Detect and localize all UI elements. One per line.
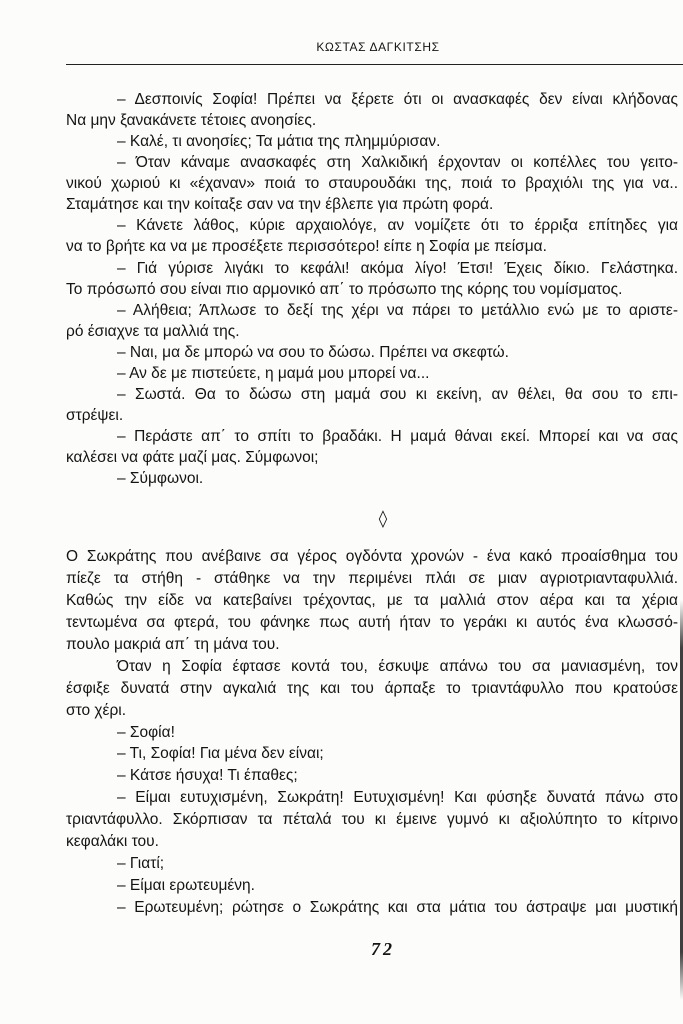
text-line: Ο Σωκράτης που ανέβαινε σα γέρος ογδόντα χρονών - ένα κακό προαίσθημα του — [66, 548, 678, 565]
text-line: – Σύμφωνοι. — [117, 470, 204, 488]
text-line: – Είμαι ερωτευμένη. — [117, 877, 255, 895]
text-line: τεντωμένα σα φτερά, του φάνηκε πως αυτή ήταν το γεράκι κι αυτός ένα κλωσσό- — [66, 613, 678, 631]
text-line: Να μην ξανακάνετε τέτοιες ανοησίες. — [66, 112, 317, 130]
text-line: Σταμάτησε και την κοίταξε σαν να την έβλεπε για πρώτη φορά. — [66, 196, 494, 214]
text-line: – Όταν κάναμε ανασκαφές στη Χαλκιδική έρχονταν οι κοπέλλες του γειτο- — [117, 154, 678, 172]
text-line: νικού χωριού κι «έχαναν» ποιά το σταυρουδάκι της, ποιά το βραχιόλι της για να.. — [66, 175, 678, 193]
dialogue-paragraph — [66, 215, 678, 257]
text-line: – Σοφία! — [117, 723, 175, 741]
text-line: – Περάστε απ΄ το σπίτι το βραδάκι. Η μαμά θάναι εκεί. Μπορεί και να σας — [117, 428, 678, 445]
text-line: – Αν δε με πιστεύετε, η μαμά μου μπορεί να... — [117, 364, 430, 382]
text-line: Καθώς την είδε να κατεβαίνει τρέχοντας, με τα μαλλιά στον αέρα και τα χέρια — [66, 591, 678, 609]
text-block-scene-1 — [66, 89, 678, 489]
text-line: – Σωστά. Θα το δώσω στη μαμά σου κι εκείνη, αν θέλει, θα σου το επι- — [117, 385, 678, 403]
narrative-paragraph — [66, 546, 678, 656]
text-line: τριαντάφυλλο. Σκόρπισαν τα πέταλά του κι έμεινε γυμνό κι αξιολύπητο το κίτρινο — [66, 811, 678, 829]
header-rule — [66, 64, 683, 65]
dialogue-paragraph — [66, 258, 678, 300]
text-line: ρό έσιαχνε τα μαλλιά της. — [66, 322, 240, 340]
dialogue-paragraph — [66, 384, 678, 426]
dialogue-paragraph — [66, 363, 678, 384]
text-block-scene-2 — [66, 546, 678, 919]
text-line: – Ερωτευμένη; ρώτησε ο Σωκράτης και στα μάτια του άστραψε μαι μυστική — [117, 899, 678, 916]
text-line: – Κάτσε ήσυχα! Τι έπαθες; — [117, 767, 298, 785]
text-line: Όταν η Σοφία έφτασε κοντά του, έσκυψε απάνω του σα μανιασμένη, τον — [117, 657, 678, 675]
dialogue-paragraph — [66, 152, 678, 215]
text-line: – Γιατί; — [117, 855, 165, 873]
dialogue-paragraph — [66, 787, 678, 853]
text-line: στρέψει. — [66, 406, 124, 424]
dialogue-paragraph — [66, 743, 678, 765]
text-line: έσφιξε δυνατά στην αγκαλιά της και του άρπαξε το τριαντάφυλλο που κρατούσε — [66, 679, 678, 697]
text-line: κεφαλάκι του. — [66, 833, 159, 851]
dialogue-paragraph — [66, 765, 678, 787]
text-line: καλέσει να φάτε μαζί μας. Σύμφωνοι; — [66, 449, 319, 467]
dialogue-paragraph — [66, 131, 678, 152]
text-line: – Είμαι ευτυχισμένη, Σωκράτη! Ευτυχισμένη! Και φύσηξε δυνατά πάνω στο — [117, 789, 678, 807]
text-line: – Αλήθεια; Άπλωσε το δεξί της χέρι να πάρει το μετάλλιο ενώ με το αριστε- — [117, 301, 678, 319]
dialogue-paragraph — [66, 300, 678, 342]
text-line: – Δεσποινίς Σοφία! Πρέπει να ξέρετε ότι οι ανασκαφές δεν είναι κλήδονας — [117, 91, 678, 108]
running-title: ΚΩΣΤΑΣ ΔΑΓΚΙΤΣΗΣ — [316, 40, 440, 54]
dialogue-paragraph — [66, 875, 678, 897]
text-line: – Ναι, μα δε μπορώ να σου το δώσω. Πρέπει να σκεφτώ. — [117, 343, 509, 361]
scene-break-diamond: ◊ — [378, 509, 388, 529]
page-number: 72 — [371, 939, 395, 959]
dialogue-paragraph — [66, 853, 678, 875]
text-line: – Καλέ, τι ανοησίες; Τα μάτια της πλημμύρισαν. — [117, 133, 441, 151]
dialogue-paragraph — [66, 468, 678, 489]
dialogue-paragraph — [66, 342, 678, 363]
dialogue-paragraph — [66, 722, 678, 744]
narrative-paragraph — [66, 656, 678, 722]
text-line: – Τι, Σοφία! Για μένα δεν είναι; — [117, 745, 324, 763]
dialogue-paragraph — [66, 897, 678, 919]
text-line: να το βρήτε κα να με προσέξετε περισσότερο! είπε η Σοφία με πείσμα. — [66, 238, 547, 256]
text-line: στο χέρι. — [66, 701, 127, 719]
text-line: Το πρόσωπό σου είναι πιο αρμονικό απ΄ το πρόσωπο της κόρης του νομίσματος. — [66, 280, 623, 298]
dialogue-paragraph — [66, 426, 678, 468]
dialogue-paragraph — [66, 89, 678, 131]
text-line: – Γιά γύρισε λιγάκι το κεφάλι! ακόμα λίγο! Έτσι! Έχεις δίκιο. Γελάστηκα. — [117, 259, 678, 277]
text-line: – Κάνετε λάθος, κύριε αρχαιολόγε, αν νομίζετε ότι το έρριξα επίτηδες για — [117, 217, 678, 235]
text-line: πουλο μακριά απ΄ τη μάνα του. — [66, 635, 280, 653]
text-line: πίεζε τα στήθη - στάθηκε να την περιμένει πλάι σε μιαν αγριοτριανταφυλλιά. — [66, 569, 678, 587]
